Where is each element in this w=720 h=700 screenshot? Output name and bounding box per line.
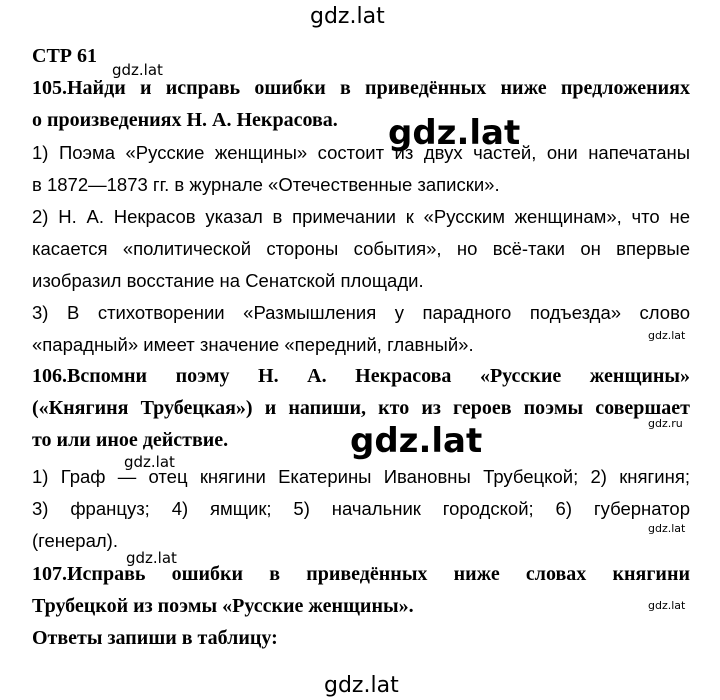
watermark-tiny-3: gdz.lat [648,522,686,535]
watermark-large-1: gdz.lat [388,113,521,153]
watermark-small-2: gdz.lat [124,453,175,471]
task-105-answer-line-5: изобразил восстание на Сенатской площади. [32,270,424,291]
task-105-answer-line-6: 3) В стихотворении «Размышления у парадного подъезда» слово [32,302,690,323]
watermark-tiny-4: gdz.lat [648,599,686,612]
task-105-answer-line-7: «парадный» имеет значение «передний, главный». [32,334,474,355]
watermark-large-2: gdz.lat [350,421,483,461]
task-105-answer-line-2: в 1872—1873 гг. в журнале «Отечественные записки». [32,174,500,195]
task-107-title-line-1: 107.Исправь ошибки в приведённых ниже словах княгини [32,563,690,585]
task-107-title-line-2: Трубецкой из поэмы «Русские женщины». [32,595,414,617]
watermark-tiny-1: gdz.lat [648,329,686,342]
page-heading: СТР 61 [32,45,97,67]
task-105-answer-line-4: касается «политической стороны события», но всё-таки он впервые [32,238,690,259]
task-105-title-line-2: о произведениях Н. А. Некрасова. [32,109,338,131]
task-106-title-line-3: то или иное действие. [32,429,229,451]
task-105-answer-line-3: 2) Н. А. Некрасов указал в примечании к «Русским женщинам», что не [32,206,690,227]
watermark-small-1: gdz.lat [112,61,163,79]
task-107-title-line-3: Ответы запиши в таблицу: [32,627,278,649]
task-106-title-line-1: 106.Вспомни поэму Н. А. Некрасова «Русские женщины» [32,365,690,387]
task-105-answer-line-1: 1) Поэма «Русские женщины» состоит из двух частей, они напечатаны [32,142,690,163]
watermark-tiny-2: gdz.ru [648,417,683,430]
watermark-bottom: gdz.lat [324,673,399,698]
task-106-answer-line-3: (генерал). [32,530,118,551]
task-106-answer-line-2: 3) француз; 4) ямщик; 5) начальник городской; 6) губернатор [32,498,690,519]
watermark-top: gdz.lat [310,4,385,29]
watermark-small-3: gdz.lat [126,549,177,567]
task-106-title-line-2: («Княгиня Трубецкая») и напиши, кто из героев поэмы совершает [32,397,690,419]
task-105-title-line-1: 105.Найди и исправь ошибки в приведённых ниже предложениях [32,77,690,99]
task-106-answer-line-1: 1) Граф — отец княгини Екатерины Ивановны Трубецкой; 2) княгиня; [32,466,690,487]
